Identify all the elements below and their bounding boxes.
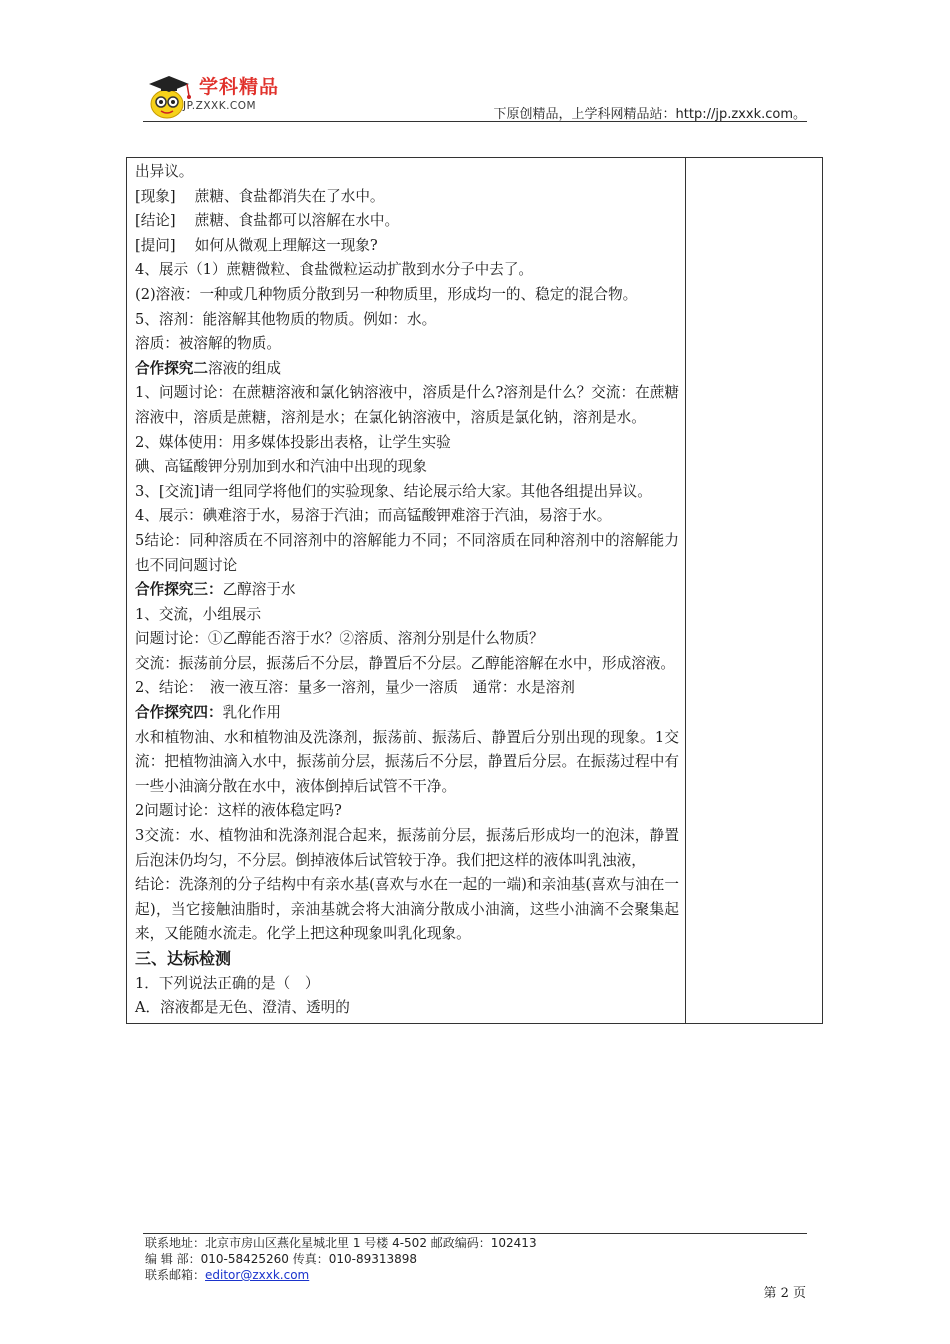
text-line: 2问题讨论：这样的液体稳定吗? (135, 802, 342, 820)
text-line: 5结论：同种溶质在不同溶剂中的溶解能力不同；不同溶质在同种溶剂中的溶解能力也不同问题讨论 (135, 531, 679, 574)
question-line: 1．下列说法正确的是（ ） (135, 974, 320, 992)
logo-domain-text: JP.ZXXK.COM (183, 100, 257, 112)
footer-email-link[interactable]: editor@zxxk.com (205, 1268, 310, 1282)
header-slogan: 下原创精品，上学科网精品站：http://jp.zxxk.com。 (493, 107, 806, 122)
text-line: 2、结论： 液一液互溶：量多一溶剂，量少一溶质 通常：水是溶剂 (135, 679, 575, 697)
header-divider (143, 121, 807, 122)
text-line: 问题讨论：①乙醇能否溶于水？②溶质、溶剂分别是什么物质？ (135, 630, 544, 648)
text-line: 2、媒体使用：用多媒体投影出表格，让学生实验 (135, 433, 451, 451)
section-label: 合作探究三： (135, 581, 223, 599)
text-line: 碘、高锰酸钾分别加到水和汽油中出现的现象 (135, 458, 427, 476)
page-number: 第 2 页 (763, 1286, 806, 1301)
logo-chinese-text: 学科精品 (199, 76, 280, 98)
text-line: 交流：振荡前分层，振荡后不分层，静置后不分层。乙醇能溶解在水中，形成溶液。 (135, 654, 675, 672)
text-line: 4、展示：碘难溶于水，易溶于汽油；而高锰酸钾难溶于汽油，易溶于水。 (135, 507, 612, 525)
text-line: 3交流：水、植物油和洗涤剂混合起来，振荡前分层，振荡后形成均一的泡沫，静置后泡沫仍均匀，不分层。倒掉液体后试管较于净。我们把这样的液体叫乳浊液， (135, 827, 679, 869)
text-line: [结论] 蔗糖、食盐都可以溶解在水中。 (135, 212, 400, 230)
lesson-content (135, 160, 679, 1021)
table-column-divider (685, 158, 686, 1023)
section-label: 合作探究四： (135, 704, 223, 722)
section-heading-3 (135, 578, 679, 603)
footer-divider (143, 1233, 807, 1234)
footer-address: 联系地址：北京市房山区燕化星城北里 1 号楼 4-502 邮政编码：102413 (145, 1236, 537, 1250)
text-line: 溶质：被溶解的物质。 (135, 335, 281, 353)
text-line: 3、[交流]请一组同学将他们的实验现象、结论展示给大家。其他各组提出异议。 (135, 482, 652, 500)
text-line: 5、溶剂：能溶解其他物质的物质。例如：水。 (135, 310, 437, 328)
question-option: A．溶液都是无色、澄清、透明的 (135, 999, 350, 1017)
section-title: 乳化作用 (222, 704, 281, 722)
text-line: [现象] 蔗糖、食盐都消失在了水中。 (135, 187, 385, 205)
footer-phone: 编 辑 部：010-58425260 传真：010-89313898 (145, 1252, 418, 1266)
section-heading-2 (135, 357, 679, 382)
text-line: 1、交流，小组展示 (135, 605, 262, 623)
footer-email-label: 联系邮箱： (145, 1268, 206, 1282)
section-title: 乙醇溶于水 (222, 581, 296, 599)
text-line: 4、展示（1）蔗糖微粒、食盐微粒运动扩散到水分子中去了。 (135, 261, 534, 279)
text-line: 水和植物油、水和植物油及洗涤剂，振荡前、振荡后、静置后分别出现的现象。1交流：把植物油滴入水中，振荡前分层，振荡后不分层，静置后分层。在振荡过程中有一些小油滴分散在水中，液体倒掉后试管不干净。 (135, 728, 679, 795)
mascot-graduation-cap-icon (143, 70, 201, 120)
text-line: (2)溶液：一种或几种物质分散到另一种物质里，形成均一的、稳定的混合物。 (135, 285, 638, 303)
section-heading-test: 三、达标检测 (135, 949, 232, 968)
section-title: 溶液的组成 (207, 359, 281, 377)
text-line: 1、问题讨论：在蔗糖溶液和氯化钠溶液中，溶质是什么?溶剂是什么？交流：在蔗糖溶液中，溶质是蔗糖，溶剂是水；在氯化钠溶液中，溶质是氯化钠，溶剂是水。 (135, 384, 679, 426)
section-label: 合作探究二 (135, 359, 208, 377)
site-logo (143, 70, 293, 122)
footer-contact (145, 1235, 537, 1283)
text-line: [提问] 如何从微观上理解这一现象? (135, 236, 378, 254)
section-heading-4 (135, 701, 679, 726)
text-line: 出异议。 (135, 163, 194, 180)
footer-email-row (145, 1267, 537, 1283)
text-line: 结论：洗涤剂的分子结构中有亲水基(喜欢与水在一起的一端)和亲油基(喜欢与油在一起)，当它接触油脂时，亲油基就会将大油滴分散成小油滴，这些小油滴不会聚集起来，又能随水流走。化学上把这种现象叫乳化现象。 (135, 876, 679, 943)
